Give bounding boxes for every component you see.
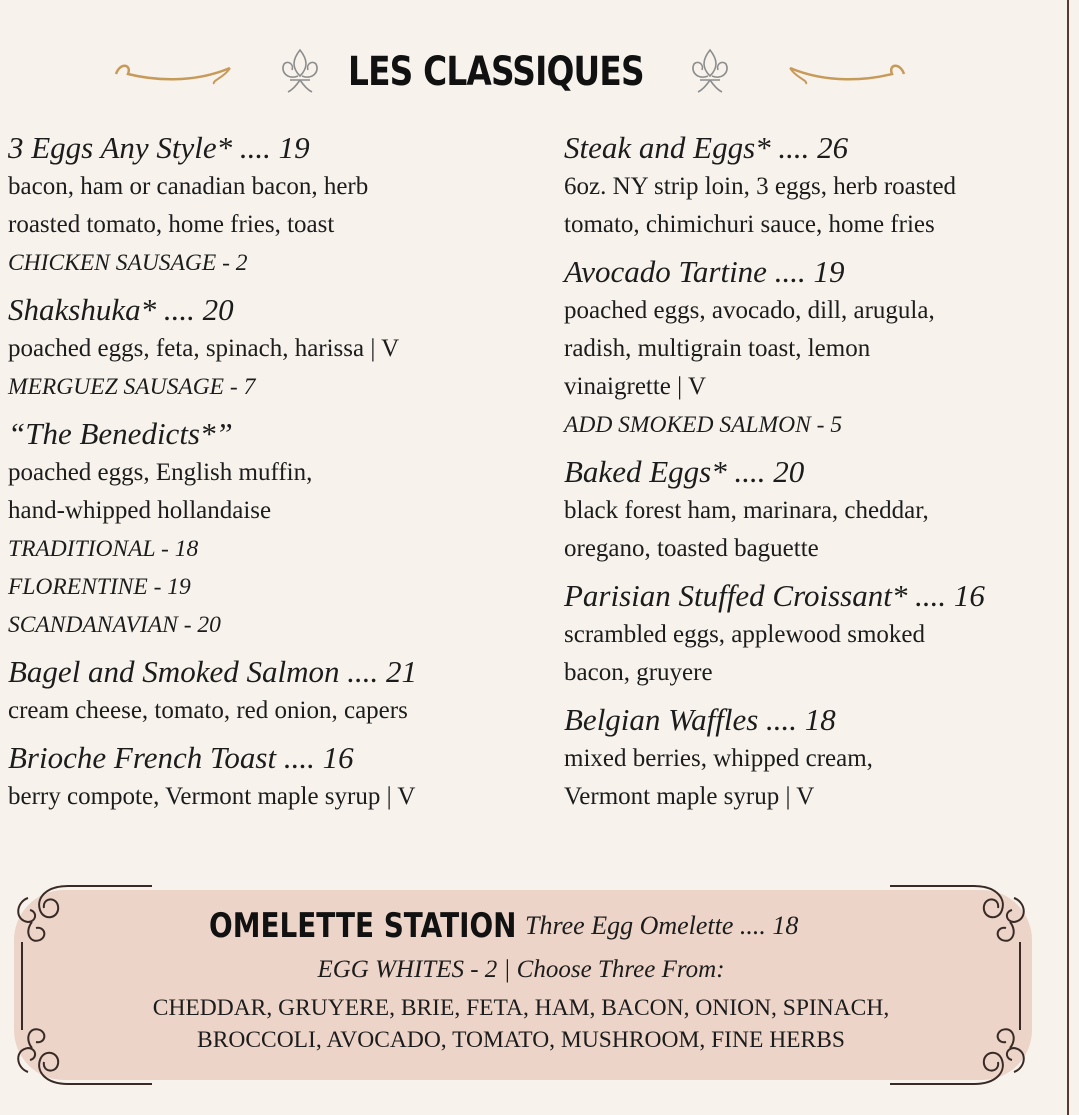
menu-item-name: Steak and Eggs* .... 26 [564,130,849,165]
menu-item [8,652,548,730]
menu-item-name: 3 Eggs Any Style* .... 19 [8,130,310,165]
omelette-heading [209,900,799,952]
menu-item-addon: MERGUEZ SAUSAGE - 7 [8,374,256,400]
menu-item-name: Belgian Waffles .... 18 [564,702,836,737]
omelette-ingredients [6,992,1036,1056]
menu-item [564,452,1059,568]
menu-item-name: Brioche French Toast .... 16 [8,740,354,775]
menu-item-description: radish, multigrain toast, lemon [564,335,871,362]
omelette-title: OMELETTE STATION [209,906,517,946]
menu-item [8,738,548,816]
menu-column-left [8,128,548,816]
omelette-subtitle: Three Egg Omelette .... 18 [525,911,799,940]
menu-item-name: Bagel and Smoked Salmon .... 21 [8,654,417,689]
page-title: LES CLASSIQUES [348,49,644,95]
menu-item-name: Baked Eggs* .... 20 [564,454,805,489]
menu-item-description: cream cheese, tomato, red onion, capers [8,697,408,724]
menu-item-description: hand-whipped hollandaise [8,497,272,524]
menu-item-addon: FLORENTINE - 19 [8,574,191,600]
menu-item-description: 6oz. NY strip loin, 3 eggs, herb roasted [564,173,957,200]
left-swirl-ornament [112,54,236,88]
menu-item [564,700,1059,816]
menu-item-name: “The Benedicts*” [8,416,233,451]
menu-item-description: vinaigrette | V [564,373,707,400]
menu-item-name: Shakshuka* .... 20 [8,292,234,327]
menu-item-description: bacon, gruyere [564,659,713,686]
menu-item-description: poached eggs, English muffin, [8,459,313,486]
menu-item-addon: SCANDANAVIAN - 20 [8,612,221,638]
menu-item-description: poached eggs, feta, spinach, harissa | V [8,335,400,362]
menu-item-description: Vermont maple syrup | V [564,783,815,810]
menu-item [564,576,1059,692]
menu-item-description: mixed berries, whipped cream, [564,745,873,772]
menu-item-name: Parisian Stuffed Croissant* .... 16 [564,578,985,613]
omelette-options-intro: EGG WHITES - 2 | Choose Three From: [317,956,725,983]
menu-item-addon: CHICKEN SAUSAGE - 2 [8,250,248,276]
menu-item-addon: ADD SMOKED SALMON - 5 [564,412,843,438]
menu-item [8,128,548,282]
omelette-ingredients-line: CHEDDAR, GRUYERE, BRIE, FETA, HAM, BACON, ONION, SPINACH, [152,995,890,1021]
right-border-line [1067,0,1069,1115]
menu-item-description: poached eggs, avocado, dill, arugula, [564,297,935,324]
menu-item-addon: TRADITIONAL - 18 [8,536,199,562]
menu-item [8,414,548,644]
menu-column-right [564,128,1059,816]
right-fleur-de-lis-icon [688,46,732,96]
omelette-ingredients-line: BROCCOLI, AVOCADO, TOMATO, MUSHROOM, FINE HERBS [197,1027,845,1053]
menu-item-description: roasted tomato, home fries, toast [8,211,335,238]
omelette-station-panel [6,880,1036,1090]
section-header [0,40,1079,104]
menu-item-description: oregano, toasted baguette [564,535,819,562]
menu-item [564,128,1059,244]
menu-item-name: Avocado Tartine .... 19 [564,254,845,289]
right-swirl-ornament [784,54,908,88]
menu-item-description: tomato, chimichuri sauce, home fries [564,211,935,238]
menu-item-description: scrambled eggs, applewood smoked [564,621,926,648]
left-fleur-de-lis-icon [278,46,322,96]
menu-item-description: berry compote, Vermont maple syrup | V [8,783,416,810]
menu-item [8,290,548,406]
menu-item [564,252,1059,444]
menu-item-description: black forest ham, marinara, cheddar, [564,497,929,524]
menu-item-description: bacon, ham or canadian bacon, herb [8,173,369,200]
